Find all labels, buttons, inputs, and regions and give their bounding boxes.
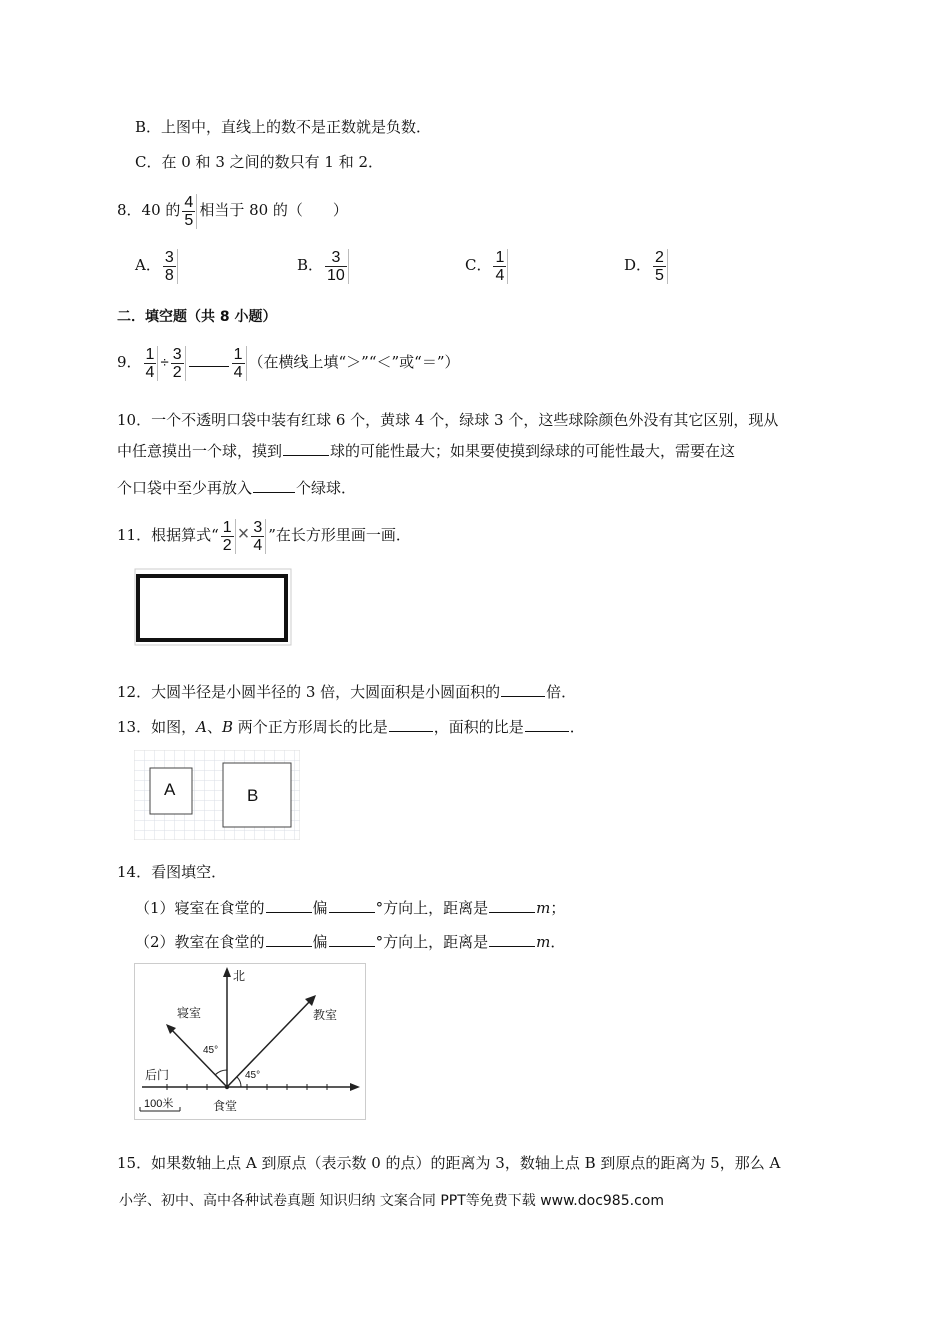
q13-text-mid2: ，面积的比是 [433, 718, 524, 736]
frac-den: 2 [222, 536, 232, 554]
q8-suffix: 相当于 80 的（ ） [199, 201, 348, 219]
q8-option-d [624, 243, 670, 287]
q14-2-blank-distance[interactable] [489, 932, 535, 947]
q13-end: ． [569, 718, 585, 736]
map-scale-label: 100米 [144, 1098, 174, 1110]
frac-den: 4 [233, 363, 243, 381]
q11-multiply-sign: × [237, 523, 250, 545]
q8-option-d-label: D． [624, 256, 652, 274]
q10-line-3 [117, 478, 356, 498]
q7-option-c: C．在 0 和 3 之间的数只有 1 和 2． [135, 153, 384, 171]
question-15: 15．如果数轴上点 A 到原点（表示数 0 的点）的距离为 3，数轴上点 B 到原点的距离为 5，那么 A [117, 1154, 781, 1172]
q8-option-b-fraction [325, 249, 349, 284]
map-label-north: 北 [233, 969, 246, 983]
q10-text-c: 个口袋中至少再放入 [117, 479, 253, 497]
q10-line-1: 10．一个不透明口袋中装有红球 6 个，黄球 4 个，绿球 3 个，这些球除颜色外没有其它区别，现从 [117, 411, 779, 429]
q10-text-d: 个绿球． [296, 479, 357, 497]
q14-1-text-c: °方向上，距离是 [375, 899, 489, 917]
frac-den: 2 [172, 363, 182, 381]
q14-2-text-b: 偏 [312, 933, 328, 951]
q10-answer-blank-1[interactable] [283, 441, 329, 456]
q13-separator: 、 [206, 718, 222, 736]
q13-square-b-label: B [247, 786, 259, 805]
q14-direction-map [134, 963, 366, 1120]
q8-option-c-fraction [493, 249, 508, 284]
q9-suffix: （在横线上填“＞”“＜”或“＝”） [248, 353, 460, 371]
frac-num: 3 [253, 518, 263, 536]
q13-squares-figure [134, 750, 300, 840]
q14-1-unit: m [536, 899, 551, 917]
q11-fraction-1 [221, 519, 236, 554]
q10-text-a: 中任意摸出一个球，摸到 [117, 442, 283, 460]
q12-suffix: 倍． [546, 683, 577, 701]
frac-den: 10 [327, 266, 345, 284]
q8-option-c [465, 243, 510, 287]
frac-num: 1 [495, 248, 505, 266]
q14-1-text-a: （1）寝室在食堂的 [135, 899, 265, 917]
q14-1-blank-angle[interactable] [329, 898, 375, 913]
q14-2-unit: m [536, 933, 551, 951]
q14-2-blank-angle[interactable] [329, 932, 375, 947]
frac-den: 4 [253, 536, 263, 554]
q10-answer-blank-2[interactable] [253, 478, 295, 493]
q13-answer-blank-1[interactable] [389, 717, 433, 732]
frac-num: 1 [145, 345, 155, 363]
q14-1-text-b: 偏 [312, 899, 328, 917]
q9-answer-blank[interactable] [189, 352, 229, 367]
q13-grid [134, 750, 300, 840]
frac-den: 8 [164, 266, 174, 284]
q8-frac-den: 5 [184, 211, 194, 229]
question-12 [117, 682, 576, 702]
map-label-angle-classroom: 45° [245, 1070, 261, 1081]
q14-line-2 [135, 932, 565, 952]
q13-var-b: B [221, 718, 233, 736]
q14-2-text-c: °方向上，距离是 [375, 933, 489, 951]
q13-var-a: A [196, 718, 207, 736]
q9-divide-sign: ÷ [160, 354, 169, 371]
frac-den: 4 [145, 363, 155, 381]
frac-num: 3 [164, 248, 174, 266]
question-8 [117, 188, 348, 232]
q14-line-1 [135, 898, 565, 918]
q13-answer-blank-2[interactable] [525, 717, 569, 732]
q14-title: 14．看图填空． [117, 863, 227, 881]
page-footer[interactable]: 小学、初中、高中各种试卷真题 知识归纳 文案合同 PPT等免费下载 www.doc985.com [119, 1193, 664, 1209]
q8-option-a-fraction [163, 249, 178, 284]
q8-option-d-fraction [653, 249, 668, 284]
q8-option-b-label: B． [297, 256, 324, 274]
q14-2-blank-direction[interactable] [266, 932, 312, 947]
frac-num: 1 [233, 345, 243, 363]
q8-option-c-label: C． [465, 256, 492, 274]
q9-fraction-3 [232, 346, 247, 381]
q7-option-b: B．上图中，直线上的数不是正数就是负数． [135, 118, 432, 136]
question-11 [117, 512, 411, 557]
frac-num: 3 [172, 345, 182, 363]
q9-fraction-2 [171, 346, 186, 381]
q11-fraction-2 [251, 519, 266, 554]
map-label-back-gate: 后门 [145, 1068, 170, 1082]
q13-prefix: 13．如图， [117, 718, 197, 736]
map-label-dorm: 寝室 [177, 1006, 202, 1020]
q12-prefix: 12．大圆半径是小圆半径的 3 倍，大圆面积是小圆面积的 [117, 683, 501, 701]
question-9 [117, 340, 460, 385]
q11-prefix: 11．根据算式“ [117, 526, 219, 544]
q14-2-text-a: （2）教室在食堂的 [135, 933, 265, 951]
q8-option-a [135, 243, 180, 287]
question-13 [117, 717, 585, 737]
q8-fraction [182, 194, 197, 229]
q11-suffix: ”在长方形里画一画． [268, 526, 411, 544]
q9-fraction-1 [144, 346, 159, 381]
map-label-angle-dorm: 45° [203, 1045, 219, 1056]
q10-text-b: 球的可能性最大；如果要使摸到绿球的可能性最大，需要在这 [330, 442, 736, 460]
q14-1-blank-distance[interactable] [489, 898, 535, 913]
q10-line-2 [117, 441, 735, 461]
section-title-fill-in: 二．填空题（共 8 小题） [117, 309, 277, 325]
map-label-classroom: 教室 [313, 1008, 338, 1022]
frac-num: 1 [222, 518, 232, 536]
frac-num: 3 [331, 248, 341, 266]
q13-square-a-label: A [164, 780, 176, 799]
q9-number: 9． [117, 353, 142, 371]
q11-rectangle-figure[interactable] [134, 568, 292, 646]
q8-option-b [297, 243, 351, 287]
q8-prefix: 8．40 的 [117, 201, 181, 219]
q12-answer-blank[interactable] [501, 682, 545, 697]
frac-den: 4 [495, 266, 505, 284]
frac-den: 5 [655, 266, 664, 284]
map-label-canteen: 食堂 [213, 1099, 238, 1113]
q14-1-blank-direction[interactable] [266, 898, 312, 913]
q14-2-end: ． [550, 933, 566, 951]
q8-option-a-label: A． [135, 256, 161, 274]
q13-text-mid: 两个正方形周长的比是 [232, 718, 388, 736]
q14-1-end: ； [550, 899, 566, 917]
q8-frac-num: 4 [184, 193, 194, 211]
frac-num: 2 [655, 248, 664, 266]
